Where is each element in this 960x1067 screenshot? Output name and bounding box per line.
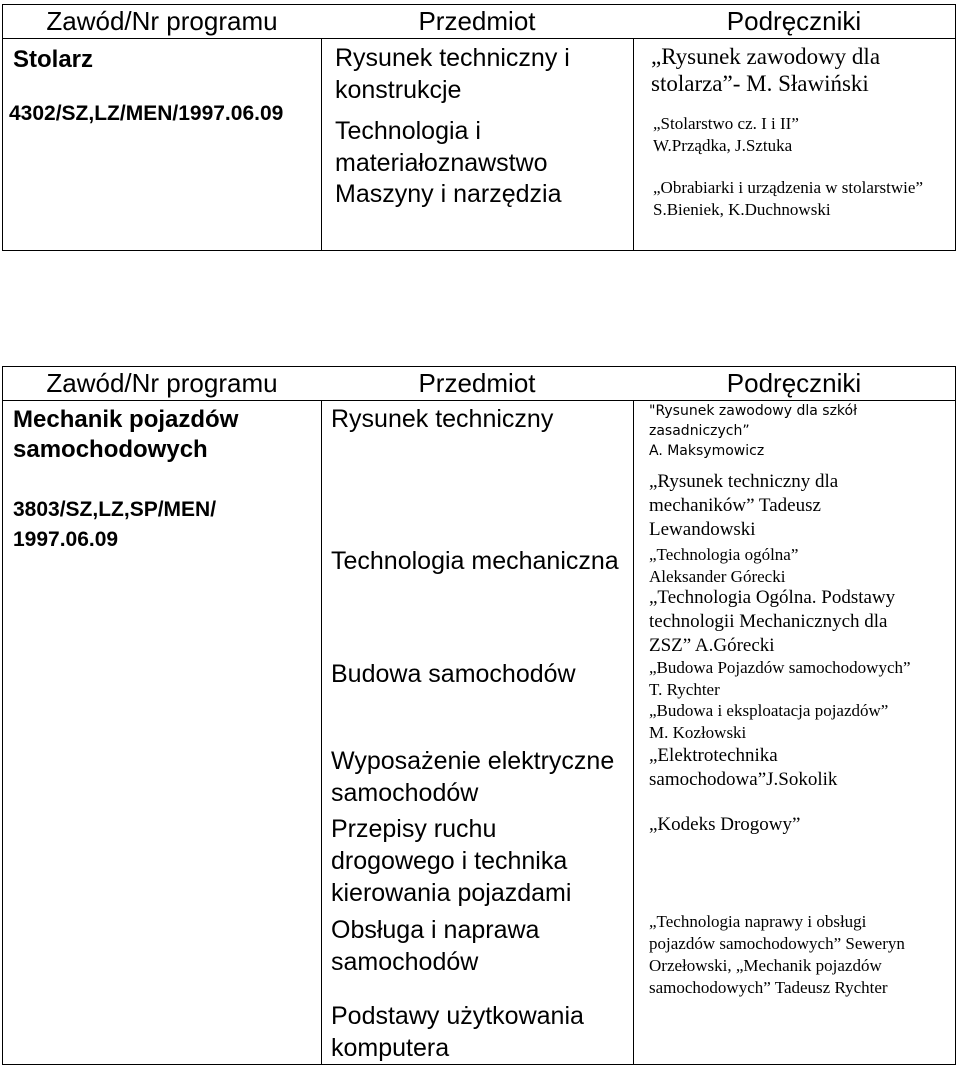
- header-profession: Zawód/Nr programu: [46, 6, 278, 36]
- textbook-item: "Rysunek zawodowy dla szkół zasadniczych” A. Maksymowicz: [649, 403, 858, 459]
- program-code: 4302/SZ,LZ/MEN/1997.06.09: [9, 102, 284, 125]
- textbook-table-carpenter: [2, 4, 956, 251]
- textbook-item: „Technologia Ogólna. Podstawy technologii Mechanicznych dla ZSZ” A.Górecki: [649, 587, 896, 656]
- col-divider-1: [321, 38, 322, 250]
- subject-item: Podstawy użytkowania komputera: [331, 1002, 584, 1062]
- program-code: 3803/SZ,LZ,SP/MEN/ 1997.06.09: [13, 498, 217, 551]
- subject-item: Technologia i materiałoznawstwo: [335, 117, 548, 177]
- textbook-item: „Rysunek zawodowy dla stolarza”- M. Sławiński: [651, 44, 881, 96]
- subject-item: Rysunek techniczny i konstrukcje: [335, 44, 570, 104]
- textbook-item: „Budowa i eksploatacja pojazdów” M. Kozłowski: [649, 701, 889, 742]
- header-profession: Zawód/Nr programu: [46, 368, 278, 398]
- textbook-item: „Obrabiarki i urządzenia w stolarstwie” S.Bieniek, K.Duchnowski: [653, 178, 923, 219]
- col-divider-2: [633, 38, 634, 250]
- col-divider-2: [633, 400, 634, 1064]
- textbook-item: „Technologia naprawy i obsługi pojazdów samochodowych” Seweryn Orzełowski, „Mechanik pojazdów samochodowych” Tadeusz Rychter: [649, 912, 905, 997]
- profession-name: Mechanik pojazdów samochodowych: [13, 406, 239, 463]
- subject-item: Obsługa i naprawa samochodów: [331, 916, 540, 976]
- col-divider-1: [321, 400, 322, 1064]
- header-underline: [3, 38, 955, 39]
- header-subject: Przedmiot: [418, 6, 536, 36]
- subject-item: Wyposażenie elektryczne samochodów: [331, 747, 615, 807]
- textbook-item: „Technologia ogólna” Aleksander Górecki: [649, 545, 799, 586]
- textbook-item: „Elektrotechnika samochodowa”J.Sokolik: [649, 745, 838, 790]
- subject-item: Technologia mechaniczna: [331, 547, 619, 575]
- table-header-row: [3, 367, 955, 399]
- header-subject: Przedmiot: [418, 368, 536, 398]
- textbook-item: „Kodeks Drogowy”: [649, 814, 801, 835]
- header-textbooks: Podręczniki: [726, 368, 862, 398]
- subject-item: Przepisy ruchu drogowego i technika kierowania pojazdami: [331, 815, 572, 907]
- header-textbooks: Podręczniki: [726, 6, 862, 36]
- textbook-item: „Budowa Pojazdów samochodowych” T. Rychter: [649, 658, 911, 699]
- textbook-item: „Rysunek techniczny dla mechaników” Tadeusz Lewandowski: [649, 471, 839, 540]
- subject-item: Budowa samochodów: [331, 660, 576, 688]
- subject-item: Rysunek techniczny: [331, 405, 554, 433]
- textbook-item: „Stolarstwo cz. I i II” W.Prządka, J.Sztuka: [653, 114, 799, 155]
- textbook-table-mechanic: [2, 366, 956, 1065]
- table-header-row: [3, 5, 955, 37]
- subject-item: Maszyny i narzędzia: [335, 180, 562, 208]
- profession-name: Stolarz: [13, 46, 94, 73]
